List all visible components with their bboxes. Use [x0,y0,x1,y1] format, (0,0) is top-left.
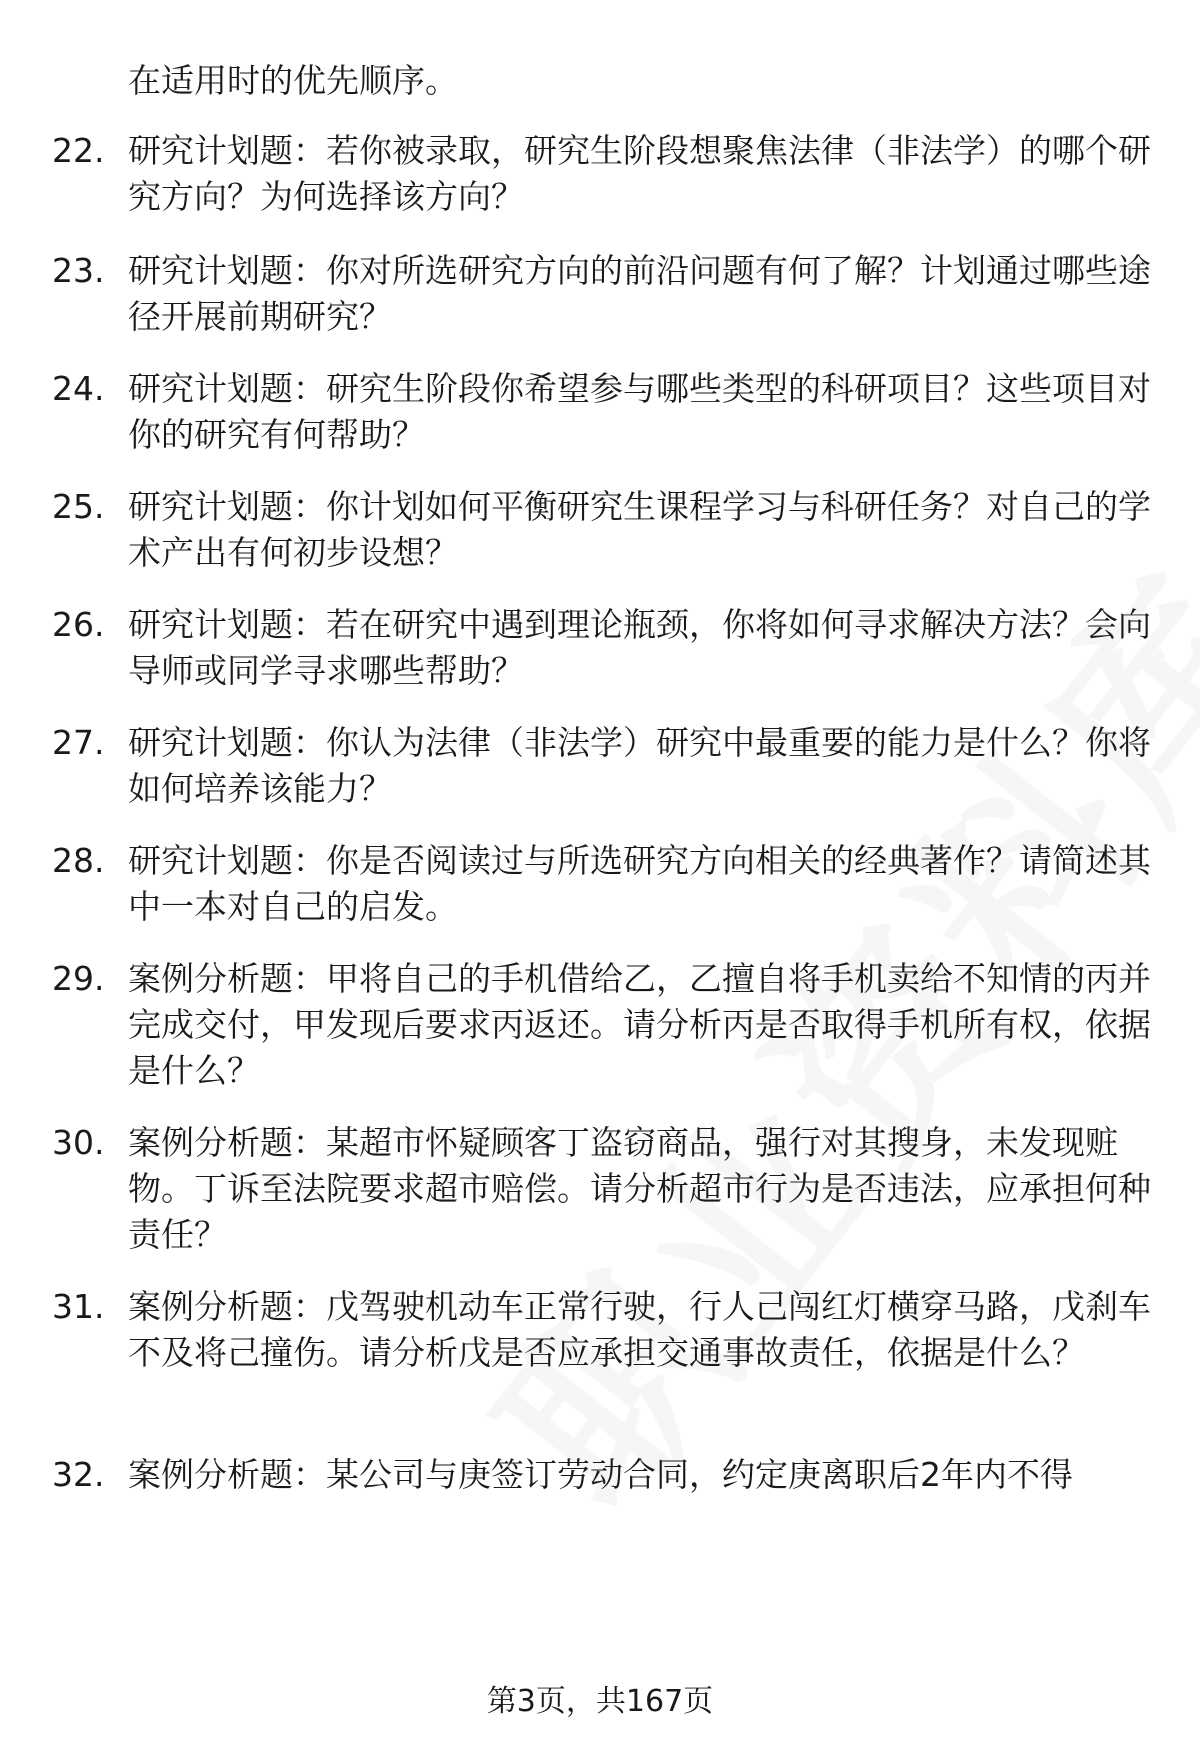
question-number: 32. [52,1455,105,1494]
question-item [52,838,1162,930]
question-number: 31. [52,1287,105,1326]
question-text: 研究计划题：若你被录取，研究生阶段想聚焦法律（非法学）的哪个研究方向？为何选择该方向？ [128,131,1151,216]
question-item [52,1120,1162,1258]
question-item [52,1452,1162,1498]
question-item [52,956,1162,1094]
question-item [52,484,1162,576]
question-item [52,366,1162,458]
question-number: 22. [52,131,105,170]
continued-text: 在适用时的优先顺序。 [128,61,458,100]
question-text: 案例分析题：戊驾驶机动车正常行驶，行人己闯红灯横穿马路，戊刹车不及将己撞伤。请分析戊是否应承担交通事故责任，依据是什么？ [128,1287,1151,1372]
question-item [52,128,1162,220]
question-text: 研究计划题：你是否阅读过与所选研究方向相关的经典著作？请简述其中一本对自己的启发。 [128,841,1151,926]
question-item [52,602,1162,694]
question-text: 研究计划题：你认为法律（非法学）研究中最重要的能力是什么？你将如何培养该能力？ [128,723,1151,808]
question-number: 28. [52,841,105,880]
question-text: 研究计划题：你计划如何平衡研究生课程学习与科研任务？对自己的学术产出有何初步设想？ [128,487,1151,572]
question-number: 27. [52,723,105,762]
page-footer: 第3页，共167页 [486,1684,714,1719]
question-number: 30. [52,1123,105,1162]
question-text: 研究计划题：研究生阶段你希望参与哪些类型的科研项目？这些项目对你的研究有何帮助？ [128,369,1151,454]
question-text: 案例分析题：某公司与庚签订劳动合同，约定庚离职后2年内不得 [128,1455,1073,1494]
question-number: 24. [52,369,105,408]
question-number: 29. [52,959,105,998]
question-text: 案例分析题：某超市怀疑顾客丁盗窃商品，强行对其搜身，未发现赃物。丁诉至法院要求超市赔偿。请分析超市行为是否违法，应承担何种责任？ [128,1123,1151,1254]
question-number: 26. [52,605,105,644]
question-item [52,1284,1162,1376]
question-text: 研究计划题：你对所选研究方向的前沿问题有何了解？计划通过哪些途径开展前期研究？ [128,251,1151,336]
question-number: 23. [52,251,105,290]
question-item [52,720,1162,812]
question-text: 案例分析题：甲将自己的手机借给乙，乙擅自将手机卖给不知情的丙并完成交付，甲发现后要求丙返还。请分析丙是否取得手机所有权，依据是什么？ [128,959,1151,1090]
question-text: 研究计划题：若在研究中遇到理论瓶颈，你将如何寻求解决方法？会向导师或同学寻求哪些帮助？ [128,605,1151,690]
question-item [52,248,1162,340]
question-number: 25. [52,487,105,526]
